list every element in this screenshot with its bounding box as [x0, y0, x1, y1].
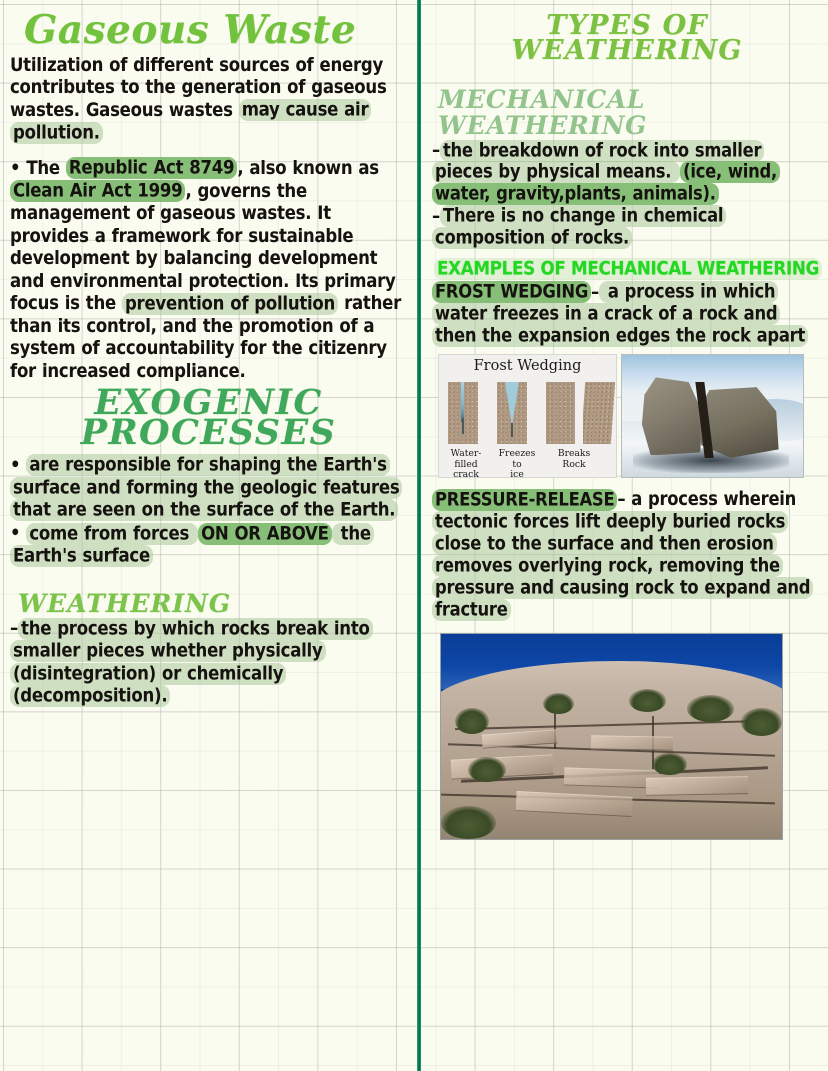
frost-crack-tail-2 [511, 423, 513, 437]
photo-shrub-4 [687, 695, 735, 722]
frost-label-1-line-1: Water-filled [450, 448, 482, 470]
republic-act-highlight: Republic Act 8749 [66, 157, 237, 179]
frost-crack-tail-1 [462, 418, 464, 434]
mech-dash-1: – [432, 140, 440, 162]
photo-shrub-3 [629, 689, 667, 712]
left-column [0, 0, 417, 708]
pressure-release-plain: a process wherein [625, 489, 797, 511]
page-title-gaseous-waste: Gaseous Waste [24, 7, 357, 53]
photo-granite-slab-3 [645, 777, 748, 797]
mech-agents-highlight: (ice, wind, water, gravity,plants, animals). [432, 161, 780, 205]
photo-shrub-2 [543, 693, 574, 714]
types-heading-line-1: TYPES OF [546, 10, 708, 41]
frost-wedging-text: a process in which water freezes in a crack of a rock and then the expansion edges the rock apart [432, 281, 808, 347]
heading-examples-of-mechanical-weathering [434, 259, 822, 280]
frost-rock-block-4 [581, 382, 615, 444]
frost-diagram-title: Frost Wedging [473, 358, 582, 375]
weathering-definition-highlight: the process by which rocks break into smaller pieces whether physically (disintegration) or chemically (decomposition). [10, 618, 373, 708]
frost-wedging-definition [432, 282, 822, 348]
mech-plain-2: There is no change in chemical composition of rocks. [432, 205, 726, 249]
intro-plain-text: Utilization of different sources of energy contributes to the generation of gaseous wastes. Gaseous wastes [10, 54, 387, 121]
photo-shrub-8 [652, 753, 686, 776]
pressure-release-term: PRESSURE-RELEASE [432, 489, 617, 511]
frost-wedging-dash: – [591, 281, 599, 303]
photo-granite-slab-5 [591, 736, 673, 752]
prevention-of-pollution-highlight: prevention of pollution [122, 293, 338, 315]
granite-dome-photo [440, 633, 783, 840]
gaseous-waste-intro-paragraph [10, 55, 407, 145]
on-or-above-highlight: ON OR ABOVE [198, 523, 332, 545]
frost-water-crack [461, 382, 464, 422]
frost-ice-wedge [505, 382, 519, 426]
heading-exogenic-line-2: PROCESSES [80, 412, 337, 454]
photo-shrub-1 [455, 708, 489, 735]
frost-label-3-line-1: Breaks [557, 448, 591, 460]
frost-label-1-line-2: crack [453, 469, 479, 479]
frost-rock-split-gap [575, 382, 583, 444]
photo-shrub-7 [441, 806, 496, 839]
mechanical-definition-part-1 [432, 140, 822, 206]
mech-plain-1: the breakdown of rock into smaller pieces by physical means. [432, 140, 764, 184]
republic-act-paragraph [10, 158, 407, 383]
frost-label-breaks-rock [545, 449, 603, 470]
heading-weathering: WEATHERING [18, 588, 232, 618]
mechanical-definition-part-2 [432, 206, 822, 250]
mech-dash-2: – [432, 205, 440, 227]
bullet-marker: • The [10, 157, 66, 179]
exogenic-bullet-2 [10, 523, 407, 568]
examples-heading-text: EXAMPLES OF MECHANICAL WEATHERING [434, 258, 822, 280]
intro-highlight: may cause air pollution. [10, 99, 371, 144]
bullet-1-marker: • [10, 454, 27, 476]
ra-plain-3: rather than its control, and the promotion of a system of accountability for the citizenry for increased compliance. [10, 293, 402, 382]
frost-wedging-diagram [438, 354, 617, 478]
ra-plain-2: , governs the management of gaseous wastes. It provides a framework for sustainable development by balancing development and environmental protection. Its primary focus is the [10, 180, 396, 315]
weathering-definition [10, 618, 407, 708]
frost-label-2-line-1: Freezes to [498, 448, 536, 470]
heading-mechanical-weathering: MECHANICAL WEATHERING [438, 85, 648, 140]
frost-wedging-term: FROST WEDGING [432, 281, 591, 303]
frost-label-3-line-2: Rock [562, 458, 586, 470]
bullet-1-highlight: are responsible for shaping the Earth's surface and forming the geologic features that are seen on the surface of the Earth. [10, 454, 402, 521]
clean-air-act-highlight: Clean Air Act 1999 [10, 180, 185, 202]
pressure-release-dash: – [617, 489, 626, 511]
frost-label-water-filled-crack [440, 449, 492, 478]
exogenic-bullet-1 [10, 455, 407, 523]
heading-types-of-weathering [432, 6, 822, 64]
weathering-dash: – [10, 618, 19, 640]
bullet-2-plain-1: come from forces [26, 523, 198, 545]
frost-label-freezes-to-ice [493, 449, 541, 478]
frost-wedging-figure-group [438, 354, 804, 478]
bullet-2-plain-2: the Earth's surface [10, 523, 374, 568]
bullet-2-marker: • [10, 523, 27, 545]
ra-plain-1: , also known as [237, 157, 379, 179]
photo-shrub-6 [468, 757, 506, 782]
column-divider-line [417, 0, 421, 1071]
frost-label-2-line-2: ice [510, 469, 524, 479]
types-heading-line-2: WEATHERING [511, 34, 743, 66]
heading-exogenic-line-1: EXOGENIC [94, 382, 323, 424]
pressure-release-highlight: tectonic forces lift deeply buried rocks close to the surface and then erosion removes overlying rock, removing the pressure and causing rock to expand and fracture [432, 511, 813, 621]
pressure-release-definition [432, 489, 822, 621]
split-boulder-photo [621, 354, 804, 478]
right-column [424, 0, 828, 840]
frost-rock-block-3 [546, 382, 576, 444]
heading-exogenic-processes [10, 382, 407, 454]
